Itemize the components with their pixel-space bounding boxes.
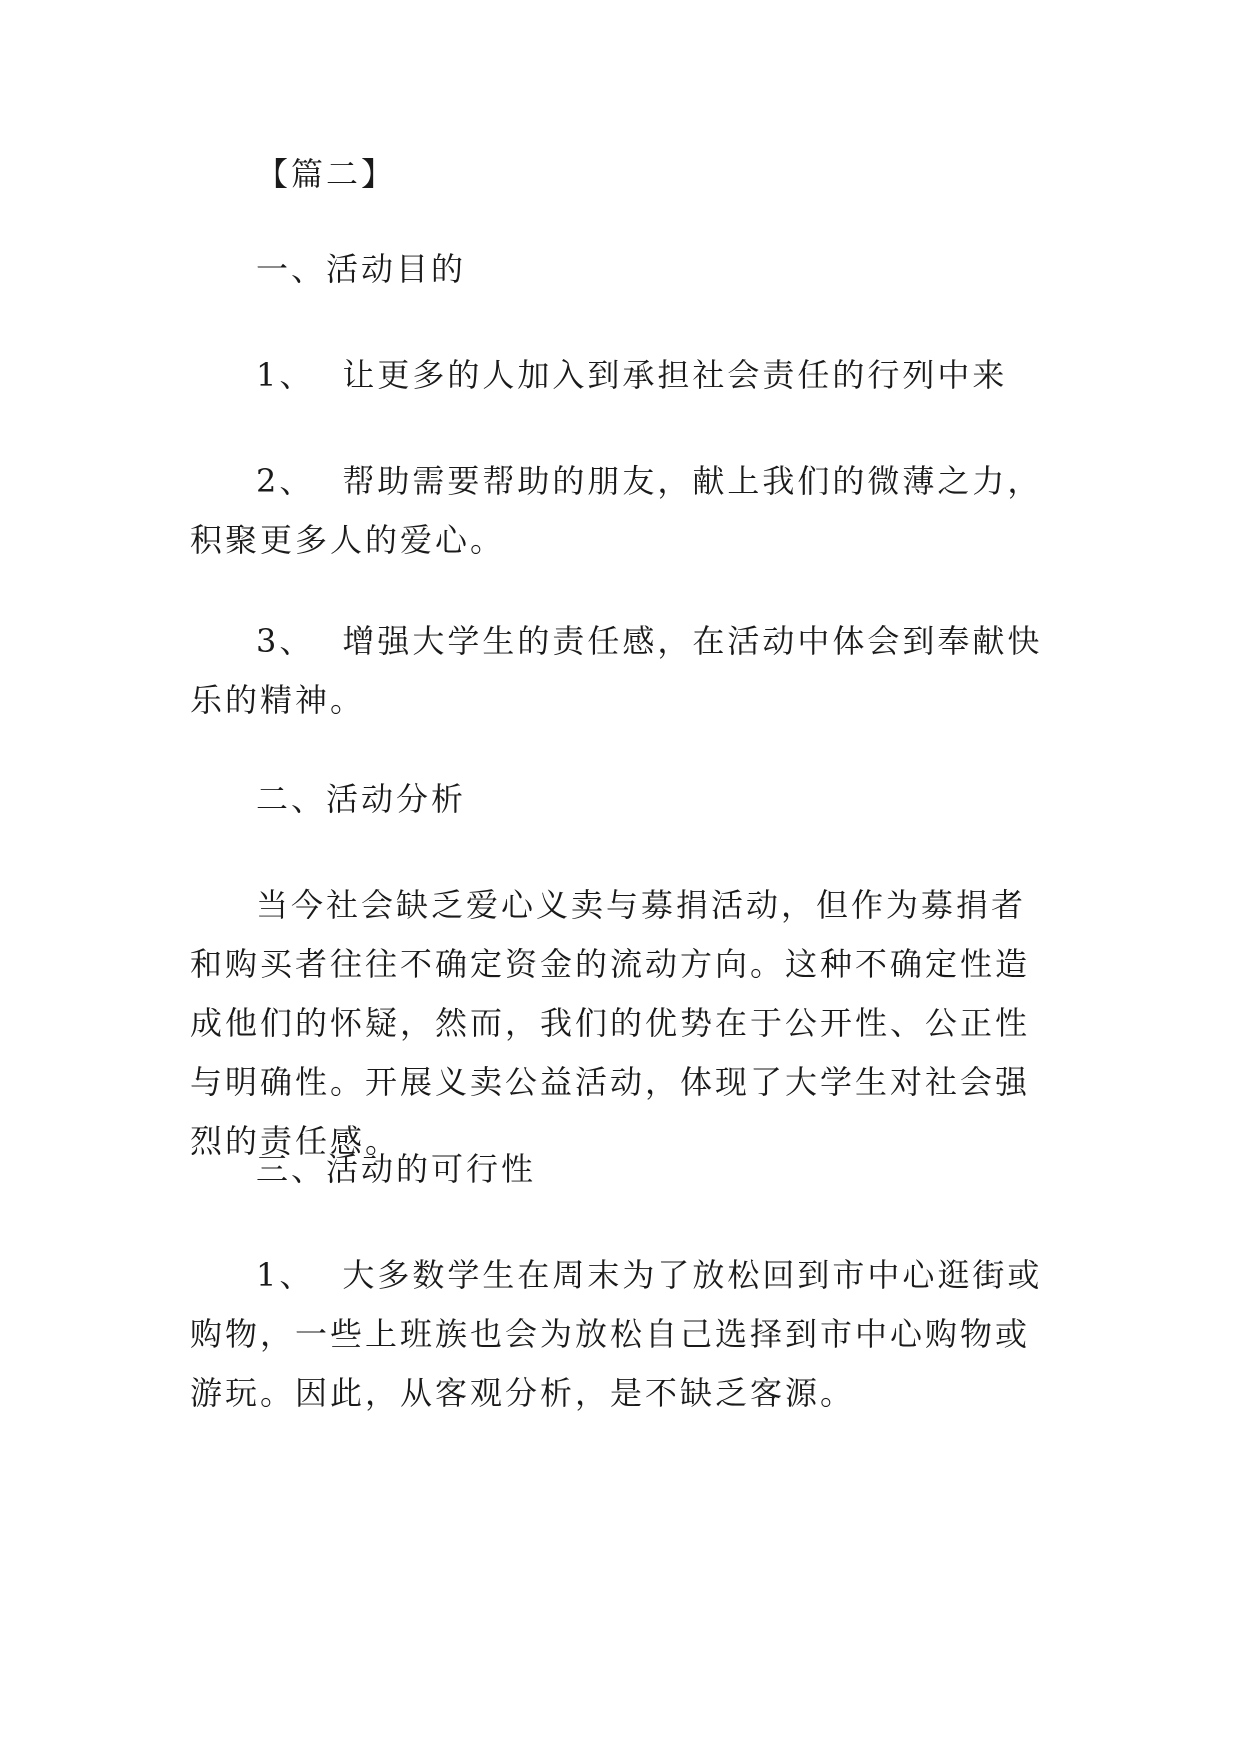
item-text: 大多数学生在周末为了放松回到市中心逛街或购物，一些上班族也会为放松自己选择到市中心购物或游玩。因此，从客观分析，是不缺乏客源。 (190, 1256, 1043, 1412)
section-heading-feasibility: 三、活动的可行性 (256, 1150, 537, 1188)
item-text: 增强大学生的责任感，在活动中体会到奉献快乐的精神。 (190, 622, 1043, 719)
item-text: 帮助需要帮助的朋友，献上我们的微薄之力，积聚更多人的爱心。 (190, 462, 1043, 559)
part-title: 【篇二】 (256, 155, 397, 193)
purpose-item-2 (190, 452, 1060, 570)
item-number: 1、 (256, 356, 315, 394)
feasibility-item-1 (190, 1246, 1060, 1423)
item-number: 2、 (256, 462, 315, 500)
analysis-paragraph: 当今社会缺乏爱心义卖与募捐活动，但作为募捐者和购买者往往不确定资金的流动方向。这种不确定性造成他们的怀疑，然而，我们的优势在于公开性、公正性与明确性。开展义卖公益活动，体现了大学生对社会强烈的责任感。 (190, 886, 1031, 1160)
item-text: 让更多的人加入到承担社会责任的行列中来 (342, 356, 1008, 394)
section-heading-analysis: 二、活动分析 (256, 780, 467, 818)
purpose-item-1 (190, 346, 1060, 405)
section-heading-purpose: 一、活动目的 (256, 250, 467, 288)
purpose-item-3 (190, 612, 1060, 730)
item-number: 1、 (256, 1256, 315, 1294)
item-number: 3、 (256, 622, 315, 660)
